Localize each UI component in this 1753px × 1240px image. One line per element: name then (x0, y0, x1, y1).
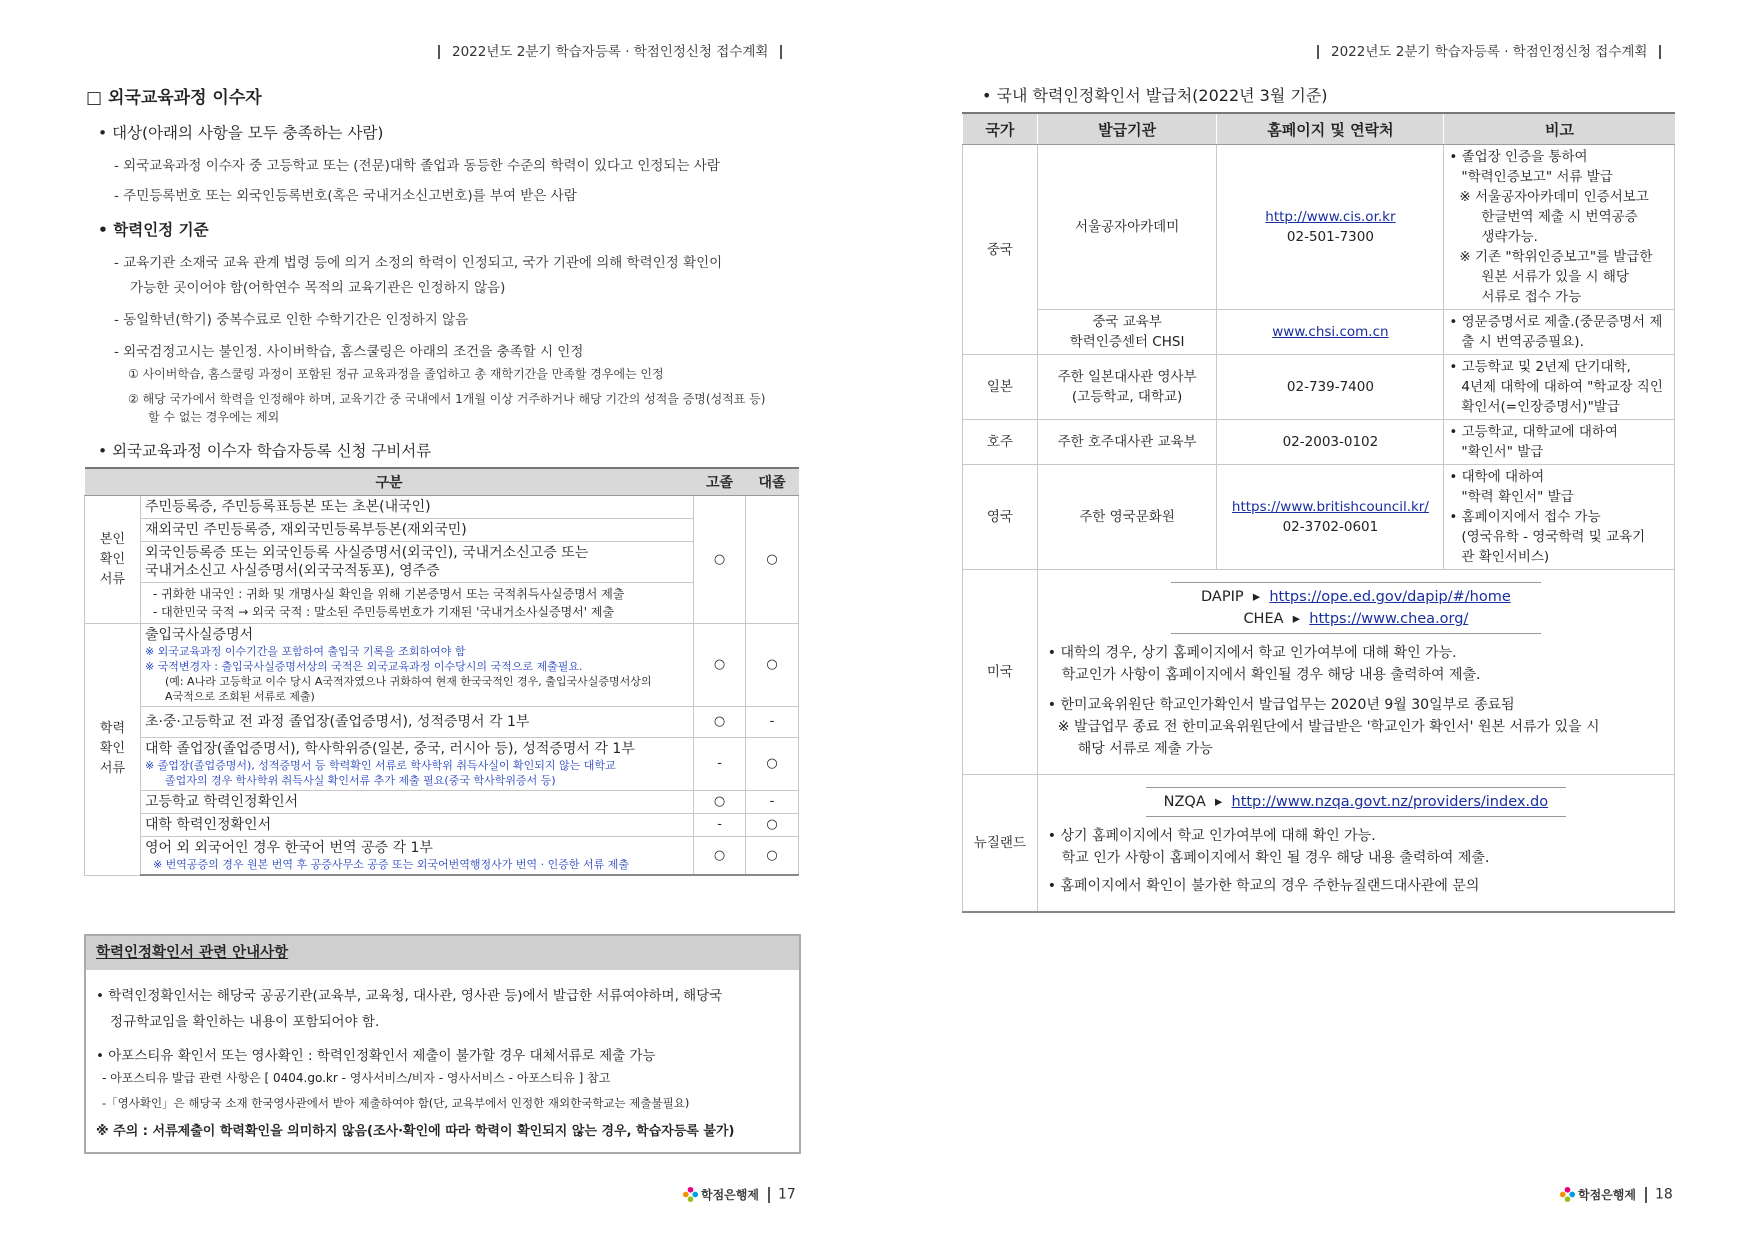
table-row (85, 496, 799, 519)
doc-cell (140, 624, 693, 707)
usa-cell (1037, 570, 1674, 775)
criteria-line: - 교육기관 소재국 교육 관계 법령 등에 의거 소정의 학력이 인정되고, 국가 기관에 의해 학력인정 확인이 (114, 255, 723, 271)
table-row-china (963, 145, 1675, 310)
criteria-line: - 동일학년(학기) 중복수료로 인한 수학기간은 인정하지 않음 (114, 312, 469, 328)
criteria-line: 할 수 없는 경우에는 제외 (148, 410, 280, 424)
doc-line: - 대한민국 국적 → 외국 국적 : 말소된 주민등록번호가 기재된 '국내거소사실증명서' 제출 (152, 605, 615, 619)
header-text: 2022년도 2분기 학습자등록 · 학점인정신청 접수계획 (452, 44, 769, 60)
table-row (85, 837, 799, 876)
org-cell: 주한 호주대사관 교육부 (1037, 420, 1217, 465)
issuer-table (962, 112, 1675, 913)
page-footer-left (682, 1186, 796, 1203)
note-cell (1444, 355, 1675, 420)
note-line: (영국유학 - 영국학력 및 교육기 (1461, 529, 1646, 545)
doc-note: (예: A나라 고등학교 이수 당시 A국적자였으나 귀화하여 현재 한국국적인 경우, 출입국사실증명서상의 (164, 675, 652, 688)
page-footer-right (1559, 1186, 1673, 1203)
nz-line: 학교 인가 사항이 홈페이지에서 확인 될 경우 해당 내용 출력하여 제출. (1061, 850, 1490, 866)
doc-cell: 고등학교 학력인정확인서 (140, 791, 693, 814)
country-cell: 중국 (963, 145, 1038, 355)
note-line: • 고등학교, 대학교에 대하여 (1449, 424, 1618, 440)
notice-warning: ※ 주의 : 서류제출이 학력확인을 의미하지 않음(조사·확인에 따라 학력이 확인되지 않는 경우, 학습자등록 불가) (96, 1124, 735, 1139)
mark-cell: ○ (746, 624, 799, 707)
arrow-icon: ▸ (1215, 794, 1223, 810)
note-line: 4년제 대학에 대하여 "학교장 직인 (1461, 379, 1663, 395)
note-line: "학력 확인서" 발급 (1461, 489, 1574, 505)
notice-line: • 학력인정확인서는 해당국 공공기관(교육부, 교육청, 대사관, 영사관 등)에서 발급한 서류여야하며, 해당국 (96, 988, 723, 1004)
note-line: 한글번역 제출 시 번역공증 (1481, 209, 1638, 225)
usa-line: • 한미교육위원단 학교인가확인서 발급업무는 2020년 9월 30일부로 종료됨 (1047, 697, 1515, 713)
doc-note: ※ 졸업장(졸업증명서), 성적증명서 등 학력확인 서류로 학사학위 취득사실이 확인되지 않는 대학교 (144, 759, 616, 772)
header-cell: 구분 (85, 468, 694, 496)
org-line: 중국 교육부 (1092, 314, 1162, 330)
doc-cell: 재외국민 주민등록증, 재외국민등록부등본(재외국민) (140, 519, 693, 542)
mark-cell: - (694, 814, 746, 837)
chea-label: CHEA (1243, 611, 1284, 627)
org-cell (1037, 355, 1217, 420)
country-cell: 미국 (963, 570, 1038, 775)
doc-note: ※ 번역공증의 경우 원본 번역 후 공증사무소 공증 또는 외국어번역행정사가 번역 · 인증한 서류 제출 (152, 858, 630, 871)
note-line: • 영문증명서로 제출.(중문증명서 제 (1449, 314, 1663, 330)
table-row-china-2 (963, 310, 1675, 355)
header-text: 2022년도 2분기 학습자등록 · 학점인정신청 접수계획 (1331, 44, 1648, 60)
issuer-title: • 국내 학력인정확인서 발급처(2022년 3월 기준) (982, 86, 1328, 105)
table-row (85, 583, 799, 624)
page-header-left (426, 40, 794, 60)
doc-line: 영어 외 외국어인 경우 한국어 번역 공증 각 1부 (144, 840, 433, 856)
section-title: □ 외국교육과정 이수자 (86, 88, 262, 108)
note-line: ※ 서울공자아카데미 인증서보고 (1459, 189, 1649, 205)
nz-link-box (1146, 787, 1566, 817)
criteria-line: ② 해당 국가에서 학력을 인정해야 하며, 교육기간 중 국내에서 1개월 이상 거주하거나 해당 기간의 성적을 증명(성적표 등) (128, 392, 766, 406)
note-line: 생략가능. (1481, 229, 1538, 245)
docs-table (84, 467, 799, 876)
left-page (0, 0, 876, 1240)
note-cell (1444, 145, 1675, 310)
footer-bar (1645, 1187, 1647, 1203)
table-row-usa (963, 570, 1675, 775)
org-cell (1037, 310, 1217, 355)
mark-cell: - (694, 738, 746, 791)
criteria-title: • 학력인정 기준 (98, 221, 209, 239)
country-cell: 영국 (963, 465, 1038, 570)
table-row (85, 791, 799, 814)
doc-line: 대학 졸업장(졸업증명서), 학사학위증(일본, 중국, 러시아 등), 성적증명서 각 1부 (144, 741, 635, 757)
doc-line: 외국인등록증 또는 외국인등록 사실증명서(외국인), 국내거소신고증 또는 (144, 545, 589, 561)
note-cell (1444, 465, 1675, 570)
doc-line: 국내거소신고 사실증명서(외국국적동포), 영주증 (144, 563, 440, 579)
note-line: • 대학에 대하여 (1449, 469, 1545, 485)
note-line: 원본 서류가 있을 시 해당 (1481, 269, 1629, 285)
doc-note: 졸업자의 경우 학사학위 취득사실 확인서류 추가 제출 필요(중국 학사학위증서 등) (164, 774, 556, 787)
table-row-australia (963, 420, 1675, 465)
target-line: - 주민등록번호 또는 외국인등록번호(혹은 국내거소신고번호)를 부여 받은 사람 (114, 188, 577, 204)
group-label: 학력 확인 서류 (85, 624, 141, 876)
doc-cell (140, 542, 693, 583)
mark-cell: ○ (694, 496, 746, 624)
mark-cell: ○ (746, 738, 799, 791)
country-cell: 일본 (963, 355, 1038, 420)
note-line: • 졸업장 인증을 통하여 (1449, 149, 1588, 165)
dapip-label: DAPIP (1201, 589, 1244, 605)
note-line: 관 확인서비스) (1461, 549, 1550, 565)
logo-text: 학점은행제 (701, 1188, 759, 1202)
doc-line: 출입국사실증명서 (144, 627, 254, 643)
table-header-row (963, 113, 1675, 145)
mark-cell: ○ (746, 837, 799, 876)
mark-cell: ○ (694, 707, 746, 738)
nzqa-label: NZQA (1163, 794, 1206, 810)
homepage-link[interactable]: https://www.britishcouncil.kr/ (1231, 499, 1429, 515)
notice-line: -「영사확인」은 해당국 소재 한국영사관에서 받아 제출하여야 함(단, 교육부에서 인정한 재외한국학교는 제출불필요) (102, 1096, 690, 1110)
usa-line: • 대학의 경우, 상기 홈페이지에서 학교 인가여부에 대해 확인 가능. (1047, 645, 1457, 661)
contact-cell (1217, 145, 1444, 310)
phone-number: 02-501-7300 (1286, 229, 1374, 245)
table-row (85, 814, 799, 837)
doc-note: ※ 국적변경자 : 출입국사실증명서상의 국적은 외국교육과정 이수당시의 국적으로 제출필요. (144, 660, 583, 673)
header-bar (1317, 45, 1319, 59)
table-row-uk (963, 465, 1675, 570)
header-cell: 대졸 (746, 468, 799, 496)
note-line: • 고등학교 및 2년제 단기대학, (1449, 359, 1631, 375)
criteria-line: ① 사이버학습, 홈스쿨링 과정이 포함된 정규 교육과정을 졸업하고 총 재학기간을 만족할 경우에는 인정 (128, 367, 664, 381)
table-row (85, 738, 799, 791)
mark-cell: ○ (746, 814, 799, 837)
table-row-japan (963, 355, 1675, 420)
org-line: 학력인증센터 CHSI (1069, 334, 1185, 350)
chea-link[interactable]: https://www.chea.org/ (1309, 611, 1469, 627)
note-cell (1444, 420, 1675, 465)
logo-text: 학점은행제 (1578, 1188, 1636, 1202)
country-cell: 뉴질랜드 (963, 775, 1038, 913)
doc-line: - 귀화한 내국인 : 귀화 및 개명사실 확인을 위해 기본증명서 또는 국적취득사실증명서 제출 (152, 587, 625, 601)
footer-bar (768, 1187, 770, 1203)
usa-line: 해당 서류로 제출 가능 (1077, 741, 1213, 757)
dapip-line (1171, 586, 1541, 608)
table-row (85, 542, 799, 583)
docs-title: • 외국교육과정 이수자 학습자등록 신청 구비서류 (98, 442, 432, 460)
nz-line: • 상기 홈페이지에서 학교 인가여부에 대해 확인 가능. (1047, 828, 1376, 844)
dapip-link[interactable]: https://ope.ed.gov/dapip/#/home (1269, 589, 1511, 605)
criteria-line: - 외국검정고시는 불인정. 사이버학습, 홈스쿨링은 아래의 조건을 충족할 시 인정 (114, 344, 584, 360)
table-row (85, 707, 799, 738)
mark-cell: - (746, 707, 799, 738)
nzqa-link[interactable]: http://www.nzqa.govt.nz/providers/index.do (1231, 794, 1549, 810)
target-line: - 외국교육과정 이수자 중 고등학교 또는 (전문)대학 졸업과 동등한 수준의 학력이 있다고 인정되는 사람 (114, 158, 720, 174)
logo-icon (682, 1186, 699, 1203)
page-number: 18 (1654, 1186, 1673, 1203)
note-line: 확인서(=인장증명서)"발급 (1461, 399, 1620, 415)
page-header-right (1305, 40, 1673, 60)
nz-line: • 홈페이지에서 확인이 불가한 학교의 경우 주한뉴질랜드대사관에 문의 (1047, 878, 1480, 894)
usa-line: 학교인가 사항이 홈페이지에서 확인될 경우 해당 내용 출력하여 제출. (1061, 667, 1481, 683)
doc-cell (140, 738, 693, 791)
table-row (85, 519, 799, 542)
table-row-nz (963, 775, 1675, 913)
header-cell: 비고 (1444, 113, 1675, 145)
group-label: 본인 확인 서류 (85, 496, 141, 624)
doc-note: ※ 외국교육과정 이수기간을 포함하여 출입국 기록을 조회하여야 함 (144, 645, 466, 658)
doc-cell (140, 837, 693, 876)
mark-cell: ○ (694, 624, 746, 707)
header-bar (438, 45, 440, 59)
notice-title: 학력인정확인서 관련 안내사항 (86, 936, 799, 970)
usa-line: ※ 발급업무 종료 전 한미교육위원단에서 발급받은 '학교인가 확인서' 원본 서류가 있을 시 (1057, 719, 1600, 735)
contact-cell (1217, 465, 1444, 570)
notice-line: • 아포스티유 확인서 또는 영사확인 : 학력인정확인서 제출이 불가할 경우 대체서류로 제출 가능 (96, 1048, 656, 1064)
header-cell: 홈페이지 및 연락처 (1217, 113, 1444, 145)
notice-line: 정규학교임을 확인하는 내용이 포함되어야 함. (110, 1014, 380, 1030)
mark-cell: ○ (694, 837, 746, 876)
mark-cell: - (746, 791, 799, 814)
header-cell: 고졸 (694, 468, 746, 496)
arrow-icon: ▸ (1252, 589, 1261, 605)
homepage-link[interactable]: www.chsi.com.cn (1272, 324, 1389, 340)
mark-cell: ○ (746, 496, 799, 624)
note-line: 서류로 접수 가능 (1481, 289, 1582, 305)
org-line: (고등학교, 대학교) (1071, 389, 1183, 405)
header-bar (1659, 45, 1661, 59)
note-line: "확인서" 발급 (1461, 444, 1544, 460)
country-cell: 호주 (963, 420, 1038, 465)
phone-number: 02-3702-0601 (1282, 519, 1379, 535)
org-cell: 주한 영국문화원 (1037, 465, 1217, 570)
doc-cell: 주민등록증, 주민등록표등본 또는 초본(내국인) (140, 496, 693, 519)
mark-cell: ○ (694, 791, 746, 814)
logo-icon (1559, 1186, 1576, 1203)
contact-cell (1217, 310, 1444, 355)
phone-number: 02-739-7400 (1217, 355, 1444, 420)
nz-cell (1037, 775, 1674, 913)
target-title: • 대상(아래의 사항을 모두 충족하는 사람) (98, 124, 384, 142)
header-cell: 발급기관 (1037, 113, 1217, 145)
notice-line: - 아포스티유 발급 관련 사항은 [ 0404.go.kr - 영사서비스/비자 - 영사서비스 - 아포스티유 ] 참고 (102, 1071, 611, 1085)
homepage-link[interactable]: http://www.cis.or.kr (1265, 209, 1396, 225)
note-line: "학력인증보고" 서류 발급 (1461, 169, 1613, 185)
table-header-row (85, 468, 799, 496)
usa-links-box (1171, 582, 1541, 634)
org-cell: 서울공자아카데미 (1037, 145, 1217, 310)
doc-cell: 대학 학력인정확인서 (140, 814, 693, 837)
header-bar (780, 45, 782, 59)
criteria-line: 가능한 곳이어야 함(어학연수 목적의 교육기관은 인정하지 않음) (130, 280, 506, 296)
note-line: • 홈페이지에서 접수 가능 (1449, 509, 1601, 525)
note-line: 출 시 번역공증필요). (1461, 334, 1584, 350)
doc-note: A국적으로 조회된 서류로 제출) (164, 690, 315, 703)
table-row (85, 624, 799, 707)
phone-number: 02-2003-0102 (1217, 420, 1444, 465)
note-cell (1444, 310, 1675, 355)
chea-line (1171, 608, 1541, 630)
arrow-icon: ▸ (1292, 611, 1301, 627)
page-number: 17 (777, 1186, 796, 1203)
org-line: 주한 일본대사관 영사부 (1057, 369, 1197, 385)
note-line: ※ 기존 "학위인증보고"를 발급한 (1459, 249, 1653, 265)
doc-cell (140, 583, 693, 624)
header-cell: 국가 (963, 113, 1038, 145)
doc-cell: 초·중·고등학교 전 과정 졸업장(졸업증명서), 성적증명서 각 1부 (140, 707, 693, 738)
notice-box (84, 934, 801, 1154)
